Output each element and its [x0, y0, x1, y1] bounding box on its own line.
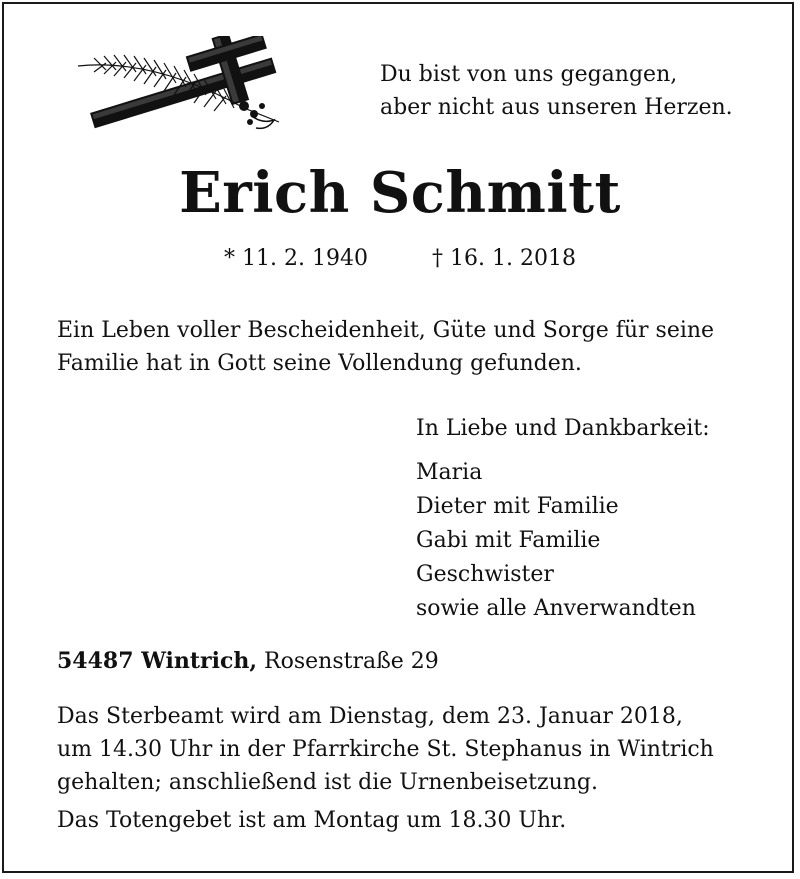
address-place: 54487 Wintrich, — [57, 648, 258, 674]
mourner-item: sowie alle Anverwandten — [416, 596, 696, 621]
tribute-text — [57, 314, 714, 380]
mourners-block — [416, 412, 710, 626]
service-line-1: Das Sterbeamt wird am Dienstag, dem 23. Januar 2018, — [57, 704, 683, 729]
deceased-name: Erich Schmitt — [179, 160, 621, 226]
motto — [380, 58, 733, 124]
service-line-3: gehalten; anschließend ist die Urnenbeisetzung. — [57, 770, 598, 795]
mourner-item: Gabi mit Familie — [416, 528, 601, 553]
cross-with-palm-icon — [74, 36, 296, 134]
address — [57, 648, 439, 674]
service-line-2: um 14.30 Uhr in der Pfarrkirche St. Stephanus in Wintrich — [57, 737, 714, 762]
address-street: Rosenstraße 29 — [264, 649, 439, 674]
funeral-service-text — [57, 700, 714, 799]
mourner-item: Dieter mit Familie — [416, 494, 619, 519]
motto-line-1: Du bist von uns gegangen, — [380, 62, 678, 87]
tribute-line-1: Ein Leben voller Bescheidenheit, Güte und Sorge für seine — [57, 318, 715, 343]
motto-line-2: aber nicht aus unseren Herzen. — [380, 95, 733, 120]
death-date: † 16. 1. 2018 — [432, 246, 576, 271]
prayer-notice: Das Totengebet ist am Montag um 18.30 Uhr. — [57, 808, 567, 833]
tribute-line-2: Familie hat in Gott seine Vollendung gefunden. — [57, 351, 582, 376]
mourner-item: Geschwister — [416, 562, 554, 587]
mourners-intro: In Liebe und Dankbarkeit: — [416, 416, 710, 441]
mourner-item: Maria — [416, 460, 483, 485]
birth-date: * 11. 2. 1940 — [224, 246, 368, 271]
